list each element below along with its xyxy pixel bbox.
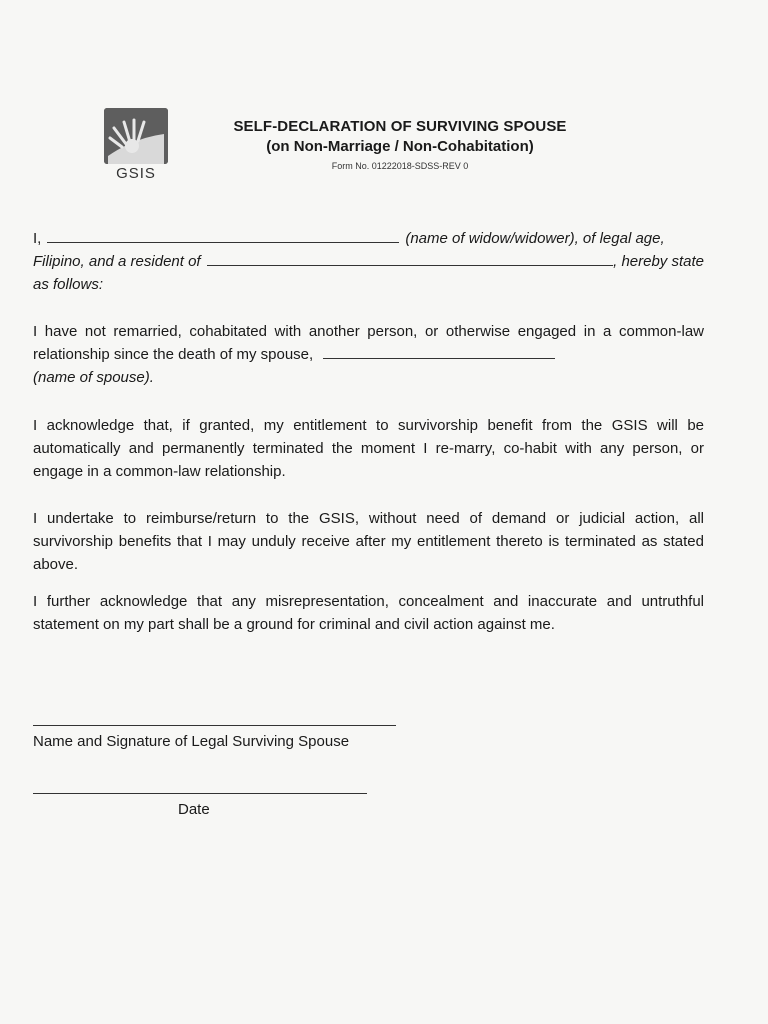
signature-label: Name and Signature of Legal Surviving Spouse [33,733,350,750]
form-number: Form No. 01222018-SDSS-REV 0 [331,161,469,171]
widow-name-field[interactable] [47,228,399,243]
as-follows-text: as follows: [33,276,104,293]
date-line[interactable] [33,793,367,794]
date-label: Date [178,801,210,818]
resident-text: Filipino, and a resident of [33,253,201,270]
prefix-text: I, [33,230,42,247]
logo-text: GSIS [116,165,156,182]
spouse-name-field[interactable] [323,344,555,359]
residence-field[interactable] [207,251,614,266]
acknowledgement-paragraph: I acknowledge that, if granted, my entitlement to survivorship benefit from the GSIS will be automatically and permanently terminated the moment I re-marry, co-habit with any person, or engage in a common-law relationship. [33,417,704,480]
form-subtitle: (on Non-Marriage / Non-Cohabitation) [266,138,534,155]
signature-line[interactable] [33,725,396,726]
reimbursement-paragraph: I undertake to reimburse/return to the GSIS, without need of demand or judicial action, all survivorship benefits that I may unduly receive after my entitlement thereto is terminated as stated above. [33,510,704,573]
spouse-name-hint: (name of spouse). [33,369,154,386]
misrepresentation-paragraph: I further acknowledge that any misrepresentation, concealment and inaccurate and untruthful statement on my part shall be a ground for criminal and civil action against me. [33,593,704,633]
sun-icon [104,108,168,164]
widow-name-hint: (name of widow/widower), of legal age, [405,230,665,247]
declarant-paragraph [33,227,704,296]
form-title: SELF-DECLARATION OF SURVIVING SPOUSE [233,118,567,135]
hereby-state-text: , hereby state [613,253,704,270]
non-remarriage-paragraph [33,320,704,389]
form-header [200,118,600,171]
gsis-logo [104,108,168,182]
non-remarriage-text: I have not remarried, cohabitated with another person, or otherwise engaged in a common-law relationship since the death of my spouse, [33,323,704,363]
